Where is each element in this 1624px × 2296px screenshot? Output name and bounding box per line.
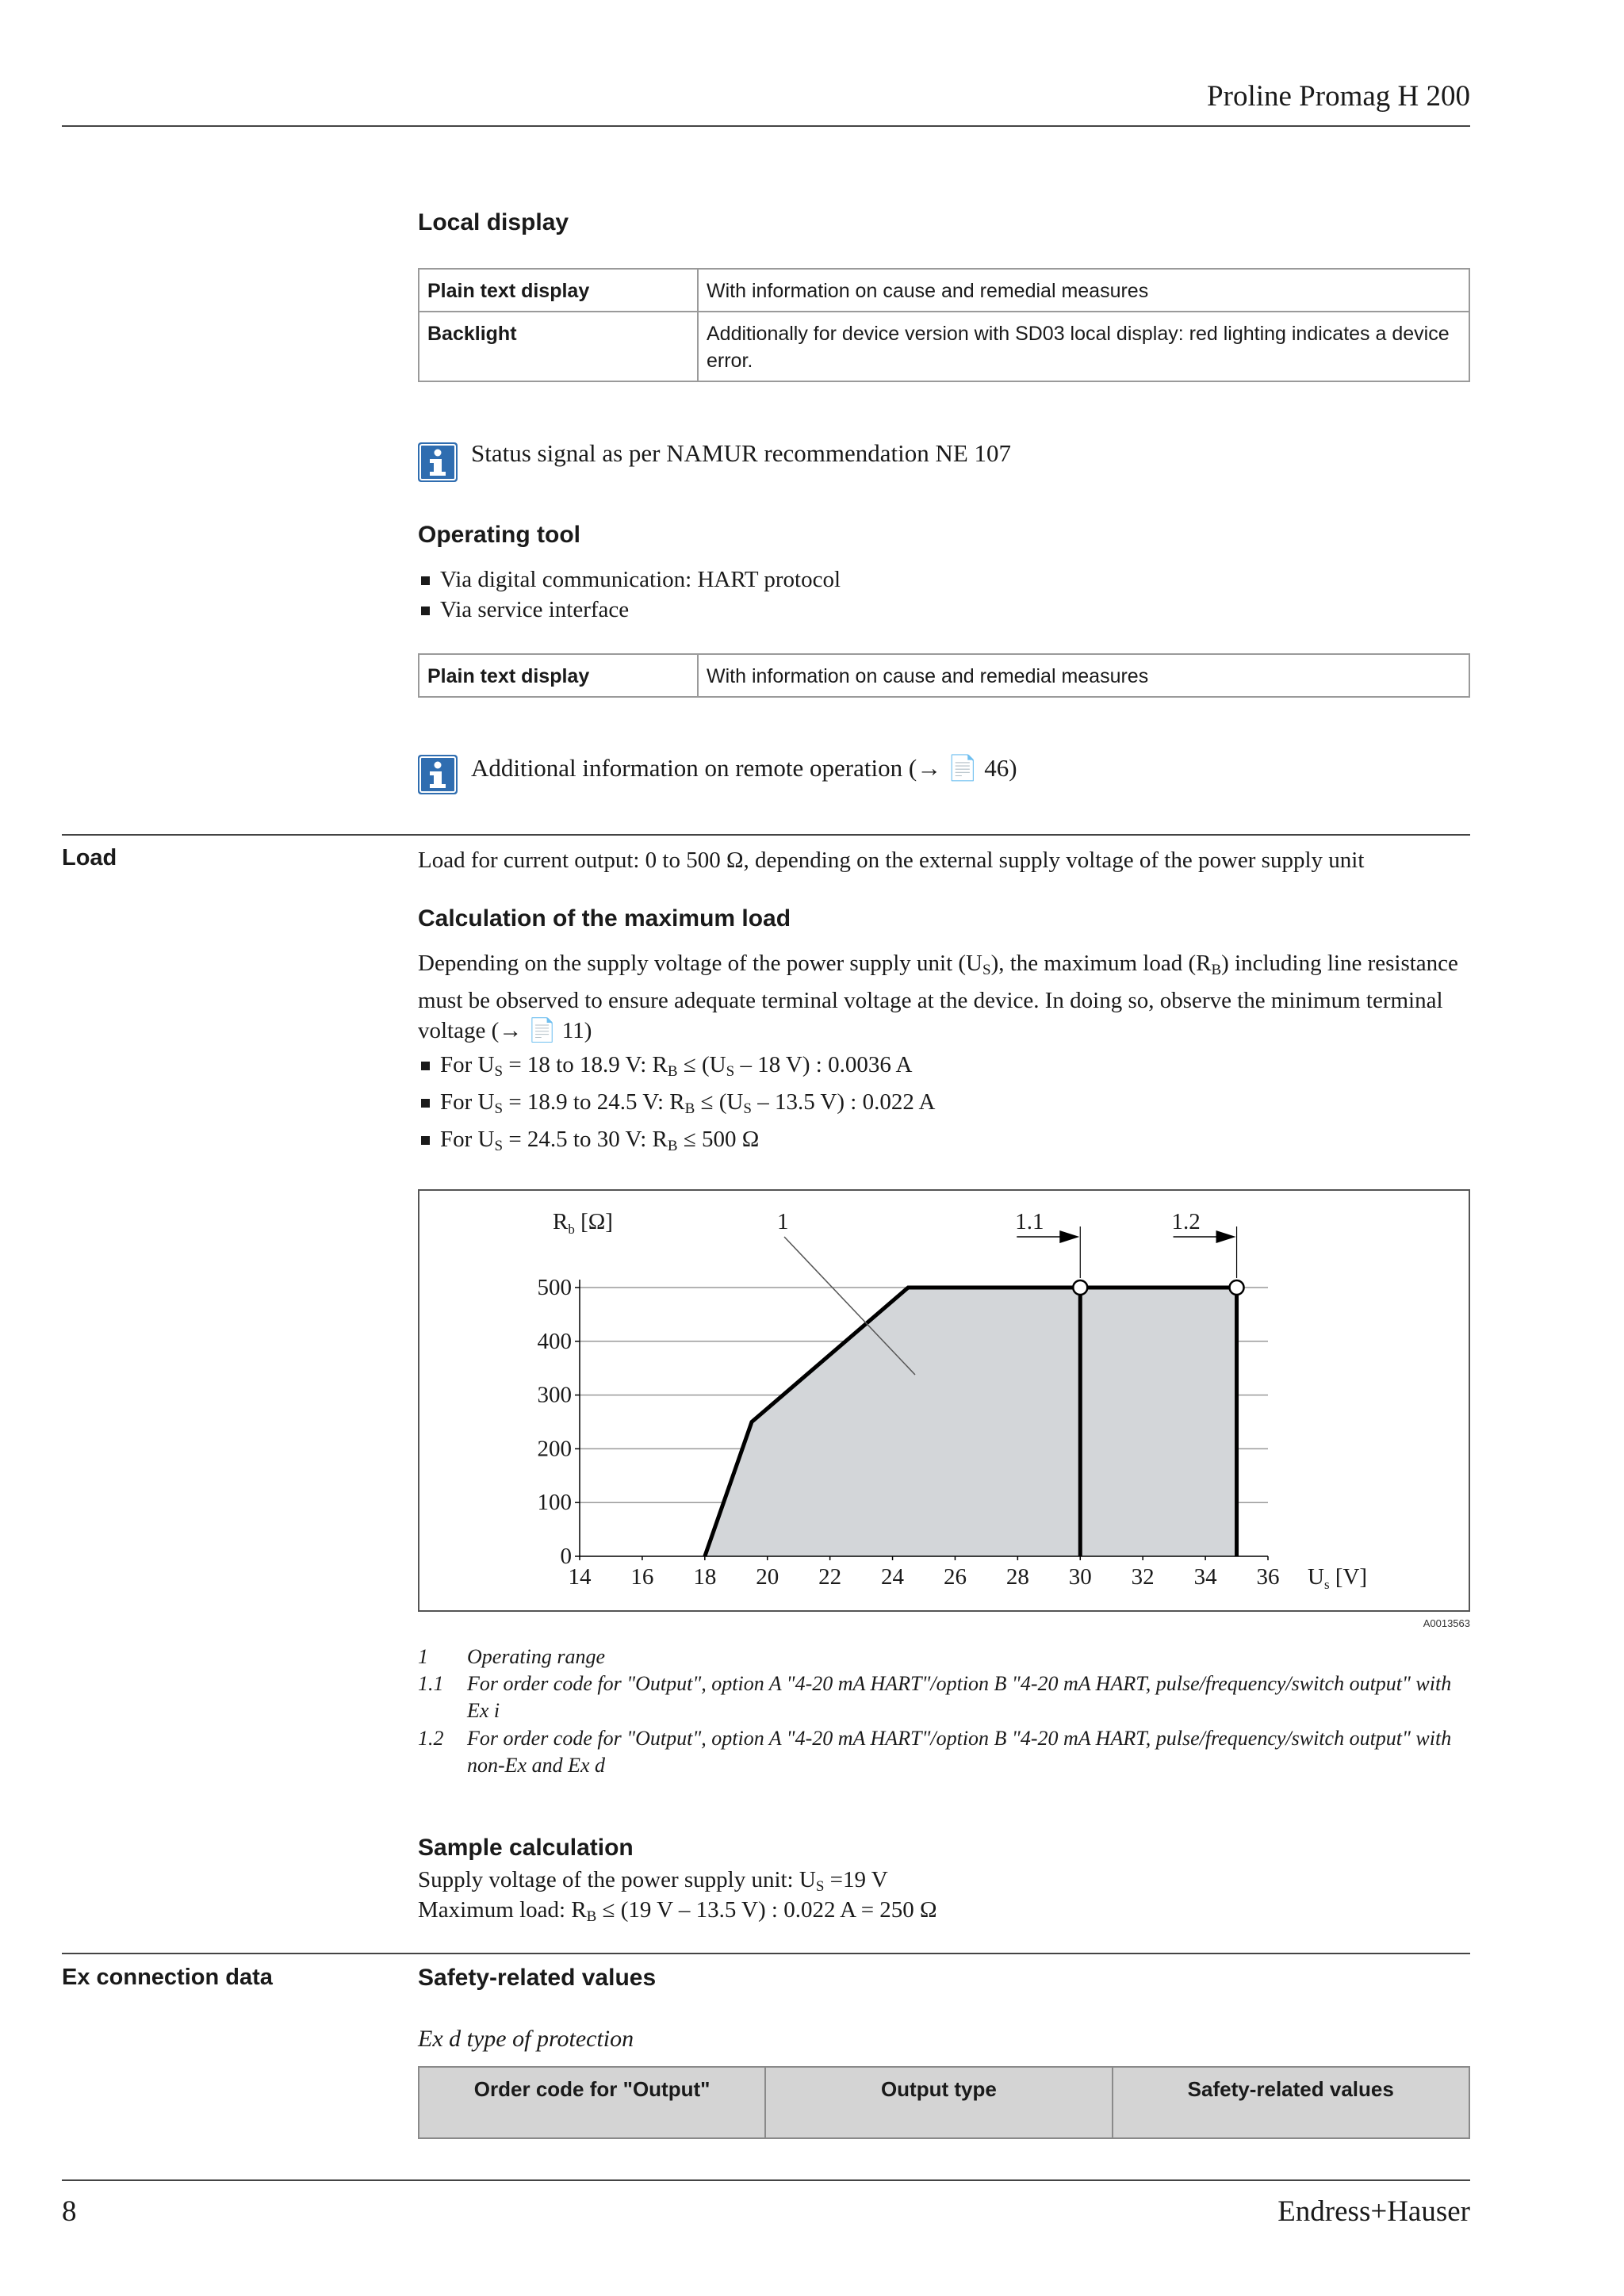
limit-label: 1.1 [1015,1209,1044,1234]
x-tick-label: 14 [568,1564,592,1590]
sample-text: =19 V [824,1867,888,1892]
remote-operation-note[interactable]: Additional information on remote operation (→ 📄 46) [471,754,1017,782]
calc-text [418,948,1470,1046]
x-tick-label: 18 [693,1564,717,1590]
load-formula-list [418,1050,1470,1161]
safety-values-heading: Safety-related values [418,1965,657,1991]
y-tick-label: 300 [537,1382,572,1408]
column-header: Output type [765,2067,1112,2138]
table-key: Plain text display [419,654,698,697]
list-item [418,1087,1470,1124]
operating-tool-table [418,653,1470,698]
subscript: S [982,962,991,978]
sample-heading: Sample calculation [418,1835,634,1861]
legend-text: For order code for "Output", option A "4-20 mA HART"/option B "4-20 mA HART, pulse/frequency/switch output" with non-Ex and Ex d [467,1727,1452,1777]
column-header: Order code for "Output" [419,2067,765,2138]
load-intro: Load for current output: 0 to 500 Ω, depending on the external supply voltage of the power supply unit [418,848,1365,873]
table-value: Additionally for device version with SD03 local display: red lighting indicates a device error. [698,312,1469,381]
sample-text: Maximum load: R [418,1897,587,1923]
dimension-arrow [1216,1230,1236,1243]
calc-text-part: Depending on the supply voltage of the power supply unit (U [418,951,982,976]
load-chart-svg [419,1191,1469,1610]
formula-part: For U [440,1127,495,1152]
table-header-row [419,2067,1469,2138]
column-header: Safety-related values [1113,2067,1470,2138]
formula-part: – 13.5 V) : 0.022 A [751,1089,936,1115]
ex-connection-label: Ex connection data [62,1965,273,1990]
limit-marker [1073,1280,1087,1295]
subscript: S [743,1100,752,1117]
subscript: B [586,1908,597,1925]
legend-text: Operating range [467,1645,606,1668]
subscript: S [815,1878,825,1895]
operating-tool-heading: Operating tool [418,522,580,548]
figure-legend-item [418,1670,1468,1724]
list-item: Via service interface [418,595,1470,625]
x-tick-label: 36 [1256,1564,1280,1590]
list-item [418,1124,1470,1161]
calc-text-part[interactable]: ) including line resistance must be observed to ensure adequate terminal voltage at the device. In doing so, observe the minimum terminal voltage (→ 📄 11) [418,951,1458,1043]
operating-tool-list [418,564,1470,625]
running-header: Proline Promag H 200 [1207,80,1470,113]
local-display-heading: Local display [418,209,569,235]
list-item [418,1050,1470,1087]
legend-number: 1 [418,1645,428,1668]
y-tick-label: 400 [537,1328,572,1354]
subscript: S [726,1063,735,1080]
subscript: B [667,1063,678,1080]
load-chart [418,1189,1470,1612]
subscript: B [684,1100,695,1117]
figure-legend-item [418,1644,1468,1670]
limit-label: 1.2 [1171,1209,1201,1234]
x-tick-label: 20 [756,1564,779,1590]
x-tick-label: 32 [1131,1564,1155,1590]
region-label: 1 [777,1209,789,1234]
table-row [419,312,1469,381]
legend-number: 1.1 [418,1672,444,1695]
load-label: Load [62,845,117,871]
table-value: With information on cause and remedial measures [698,654,1469,697]
header-rule [62,125,1470,127]
sample-line [418,1895,1470,1932]
sample-text: ≤ (19 V – 13.5 V) : 0.022 A = 250 Ω [596,1897,937,1923]
subscript: S [494,1063,504,1080]
x-tick-label: 30 [1068,1564,1092,1590]
footer-rule [62,2179,1470,2181]
formula-part: ≤ (U [695,1089,744,1115]
formula-part: = 18.9 to 24.5 V: R [503,1089,685,1115]
x-tick-label: 22 [818,1564,842,1590]
sample-text: Supply voltage of the power supply unit: U [418,1867,816,1892]
y-tick-label: 200 [537,1436,572,1462]
y-axis-label: $R_b$ [Ω] [553,1209,613,1237]
x-tick-label: 26 [943,1564,967,1590]
subscript: B [667,1138,678,1154]
y-tick-label: 500 [537,1275,572,1300]
formula-part: – 18 V) : 0.0036 A [734,1052,913,1077]
ex-d-subheading: Ex d type of protection [418,2026,634,2052]
ex-d-table [418,2066,1470,2139]
info-icon [418,755,458,794]
x-tick-label: 28 [1005,1564,1029,1590]
section-rule [62,834,1470,836]
y-tick-label: 100 [537,1490,572,1516]
legend-text: For order code for "Output", option A "4-20 mA HART"/option B "4-20 mA HART, pulse/frequency/switch output" with Ex i [467,1672,1452,1722]
table-row [419,269,1469,312]
limit-marker [1230,1280,1244,1295]
table-value: With information on cause and remedial measures [698,269,1469,312]
table-row [419,654,1469,697]
calc-heading: Calculation of the maximum load [418,905,791,932]
formula-part: ≤ (U [677,1052,726,1077]
figure-legend-item [418,1725,1468,1779]
formula-part: For U [440,1089,495,1115]
subscript: S [494,1100,504,1117]
formula-part: ≤ 500 Ω [677,1127,760,1152]
list-item: Via digital communication: HART protocol [418,564,1470,595]
legend-number: 1.2 [418,1727,444,1750]
figure-code: A0013563 [1423,1617,1470,1629]
section-rule [62,1953,1470,1954]
dimension-arrow [1059,1230,1079,1243]
formula-part: For U [440,1052,495,1077]
formula-part: = 24.5 to 30 V: R [503,1127,668,1152]
operating-range-area [705,1288,1237,1556]
subscript: B [1211,962,1222,978]
table-key: Plain text display [419,269,698,312]
info-icon [418,442,458,482]
calc-text-part: ), the maximum load (R [990,951,1212,976]
brand-name: Endress+Hauser [1277,2195,1470,2228]
subscript: S [494,1138,504,1154]
formula-part: = 18 to 18.9 V: R [503,1052,668,1077]
y-tick-label: 0 [560,1544,572,1569]
x-axis-label: $U_s$ [V] [1308,1564,1368,1592]
local-display-table [418,268,1470,382]
table-key: Backlight [419,312,698,381]
namur-note: Status signal as per NAMUR recommendation NE 107 [471,439,1012,467]
x-tick-label: 34 [1193,1564,1217,1590]
x-tick-label: 24 [881,1564,905,1590]
x-tick-label: 16 [630,1564,654,1590]
page-number: 8 [62,2195,77,2228]
